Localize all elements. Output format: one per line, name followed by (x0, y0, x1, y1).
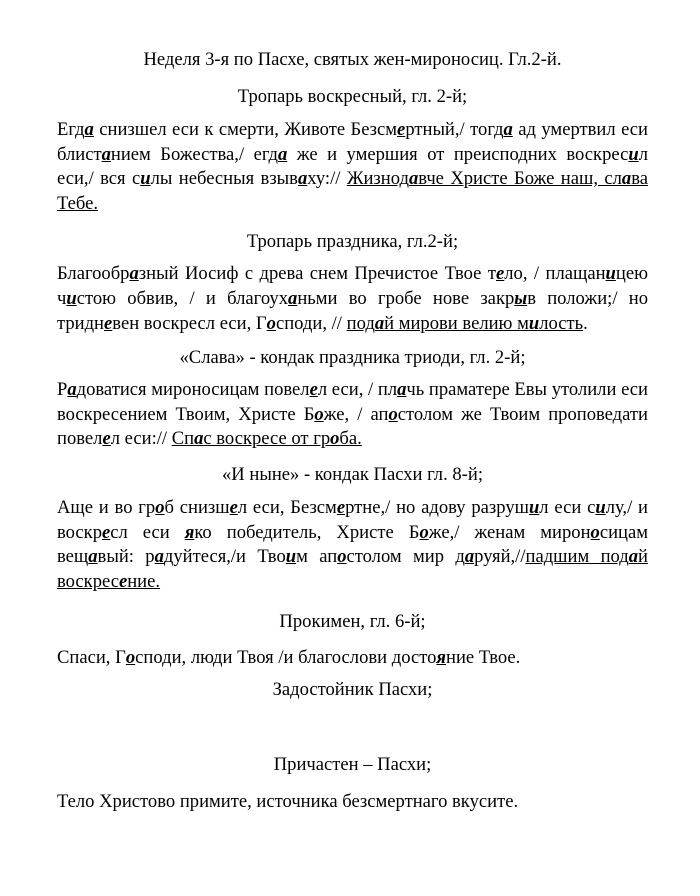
stress-mark: а (374, 312, 385, 334)
stress-mark: а (628, 546, 639, 568)
text-run: столом же Твоим проповедати повел (57, 403, 648, 450)
text-run: чь праматере Евы утолили еси воскресением Твоим, Христе Б (57, 379, 648, 425)
stress-mark: а (297, 168, 308, 190)
troparion-feast-heading: Тропарь праздника, гл.2-й; (246, 231, 459, 253)
underlined-phrase: падшим под (525, 546, 629, 568)
stress-mark: а (278, 143, 288, 165)
stress-mark: а (129, 263, 139, 285)
stress-mark: и (528, 312, 540, 334)
text-run: вен воскресл еси, Г (112, 312, 267, 334)
stress-mark: е (104, 312, 113, 334)
text-run: м ап (296, 546, 338, 568)
stress-mark: а (621, 168, 632, 190)
zadostoinik-heading: Задостойник Пасхи; (272, 678, 433, 700)
text-run: Благообр (57, 263, 130, 285)
stress-mark: и (66, 287, 77, 309)
text-run: л еси, / пл (317, 379, 398, 401)
stress-mark: е (309, 379, 318, 401)
stress-mark: о (125, 647, 136, 669)
stress-mark: е (496, 263, 505, 285)
underlined-phrase: ба. (339, 428, 362, 450)
text-run: же, / ап (323, 403, 389, 425)
text-run: же,/ женам мирон (428, 521, 591, 543)
text-run: ньми во гробе нове закр (297, 287, 515, 309)
text-run: руяй,// (474, 546, 526, 568)
communion-text: Тело Христово примите, источника безсмертнаго вкусите. (57, 790, 519, 812)
underlined-phrase: й воскрес (57, 546, 648, 592)
stress-mark: а (84, 119, 94, 140)
underlined-phrase: Сп (171, 428, 195, 450)
text-run: л еси, Безсм (237, 496, 337, 518)
stress-mark: о (330, 428, 340, 450)
text-run: л еси,/ вся с (57, 143, 648, 190)
stress-mark: и (628, 143, 639, 165)
stress-mark: и (140, 168, 151, 190)
text-run: Аще и во гр (57, 496, 156, 518)
troparion-feast-text (57, 262, 648, 336)
stress-mark: о (155, 496, 165, 518)
stress-mark: о (419, 521, 429, 543)
text-run: ху:// (307, 168, 347, 190)
stress-mark: а (154, 546, 164, 568)
underlined-phrase: ва Тебе. (57, 168, 648, 214)
underlined-phrase: Жизнод (346, 168, 409, 190)
stress-mark: а (288, 287, 298, 309)
prokeimenon-heading: Прокимен, гл. 6-й; (279, 611, 426, 633)
stress-mark: е (118, 570, 128, 592)
stress-mark: е (397, 119, 406, 140)
stress-mark: о (266, 312, 276, 334)
stress-mark: и (285, 546, 297, 568)
kontakion-now-heading: «И ныне» - кондак Пасхи гл. 8-й; (222, 463, 483, 485)
underlined-phrase: вче Христе Боже наш, сл (418, 168, 622, 190)
stress-mark: о (590, 521, 600, 543)
page-title: Неделя 3-я по Пасхе, святых жен-мироносиц. Гл.2-й. (143, 49, 562, 70)
text-run: споди, // (275, 312, 347, 334)
stress-mark: и (605, 263, 616, 285)
troparion-resurrection-text (57, 118, 648, 216)
text-run: лы небесныя взыв (150, 168, 298, 190)
stress-mark: е (102, 428, 111, 450)
stress-mark: а (503, 119, 513, 140)
text-run: . (583, 312, 588, 334)
kontakion-glory-heading: «Слава» - кондак праздника триоди, гл. 2-й; (179, 347, 526, 369)
text-run: Егд (57, 119, 85, 140)
text-run: лу,/ и воскр (57, 496, 648, 543)
stress-mark: е (229, 496, 238, 518)
text-run: снизшел еси к смерти, Животе Безсм (93, 119, 398, 140)
text-run: же и умершия от преисподних воскрес (287, 143, 629, 165)
text-run: ртный,/ тогд (405, 119, 504, 140)
underlined-phrase: с воскресе от гр (203, 428, 331, 450)
text-run: ко победитель, Христе Б (194, 521, 420, 543)
text-run: столом мир д (346, 546, 465, 568)
text-run: вый: р (97, 546, 155, 568)
stress-mark: о (388, 403, 398, 425)
text-run: ние Твое. (446, 647, 521, 669)
kontakion-glory-text (57, 378, 648, 452)
kontakion-now-text (57, 496, 648, 594)
text-run: сл еси (110, 521, 185, 543)
text-run: зный Иосиф с древа снем Пречистое Твое т (138, 263, 496, 285)
text-run: споди, люди Твоя /и благослови досто (135, 647, 437, 669)
text-run: нием Божества,/ егд (110, 143, 278, 165)
text-run: стою обвив, / и благоух (76, 287, 289, 309)
text-run: Спаси, Г (57, 647, 126, 669)
stress-mark: а (194, 428, 204, 450)
stress-mark: я (184, 521, 195, 543)
stress-mark: а (88, 546, 98, 568)
stress-mark: о (337, 546, 347, 568)
stress-mark: а (67, 379, 77, 401)
text-run: дуйтеся,/и Тво (163, 546, 286, 568)
troparion-resurrection-heading: Тропарь воскресный, гл. 2-й; (237, 86, 468, 107)
stress-mark: а (464, 546, 475, 568)
underlined-phrase: лость (539, 312, 584, 334)
text-run: л еси с (539, 496, 596, 518)
text-run: цею ч (57, 263, 648, 309)
text-run: б снизш (164, 496, 230, 518)
stress-mark: и (528, 496, 540, 518)
stress-mark: о (314, 403, 324, 425)
stress-mark: е (336, 496, 346, 518)
communion-heading: Причастен – Пасхи; (273, 753, 432, 775)
text-run: ртне,/ но адову разруш (345, 496, 529, 518)
stress-mark: ы (514, 287, 528, 309)
text-run: ло, / плащан (504, 263, 606, 285)
text-run: доватися мироносицам повел (76, 379, 310, 401)
text-run: сицам вещ (57, 521, 649, 568)
underlined-phrase: под (346, 312, 375, 334)
text-run: л еси:// (110, 428, 172, 450)
stress-mark: а (101, 143, 111, 165)
prokeimenon-text (57, 646, 648, 671)
stress-mark: я (436, 647, 447, 669)
underlined-phrase: й мирови велию м (384, 312, 529, 334)
stress-mark: а (397, 379, 407, 401)
stress-mark: а (408, 168, 419, 190)
underlined-phrase: ние. (127, 570, 161, 592)
text-run: ад умертвил еси блист (57, 119, 648, 165)
text-run: Р (57, 379, 68, 401)
stress-mark: е (102, 521, 111, 543)
stress-mark: и (595, 496, 606, 518)
text-run: в положи;/ но тридн (57, 287, 648, 334)
